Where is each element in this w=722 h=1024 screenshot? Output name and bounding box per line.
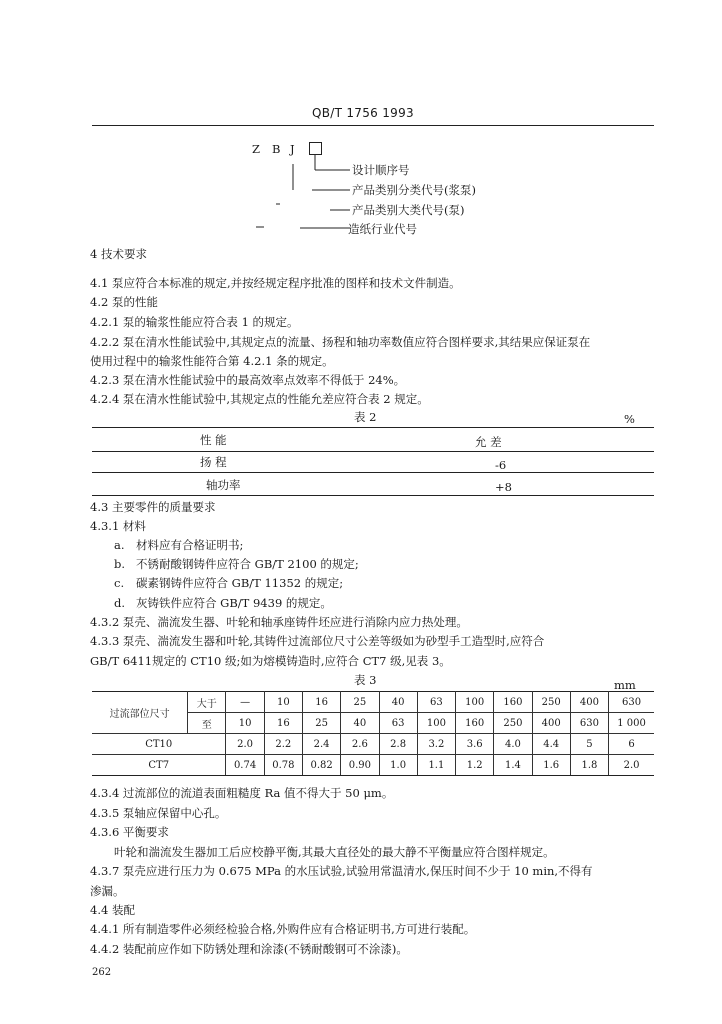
code-diagram-lines	[250, 152, 360, 232]
clause-4-2-1: 4.2.1 泵的输浆性能应符合表 1 的规定。	[90, 315, 299, 329]
table-3-ct10-cell: 4.4	[532, 734, 570, 755]
list-item-text-c: 碳素钢铸件应符合 GB/T 11352 的规定;	[136, 576, 344, 590]
table-3-ct7-cell: 0.82	[302, 755, 340, 776]
clause-4-3-3: 4.3.3 泵壳、湍流发生器和叶轮,其铸件过流部位尺寸公差等级如为砂型手工造型时,应符合	[90, 634, 545, 648]
table-3	[92, 691, 654, 776]
table-3-ct10-cell: 2.2	[264, 734, 302, 755]
label-design-sequence: 设计顺序号	[352, 163, 410, 177]
table-3-ct7-cell: 1.1	[417, 755, 455, 776]
page-number: 262	[92, 967, 112, 978]
table-3-from-cell: 100	[456, 692, 494, 713]
table-3-ct7-cell: 0.74	[226, 755, 264, 776]
clause-4-3-7: 4.3.7 泵壳应进行压力为 0.675 MPa 的水压试验,试验用常温清水,保压时间不少于 10 min,不得有	[90, 864, 593, 878]
label-product-class: 产品类别大类代号(泵)	[352, 203, 465, 217]
section-4-title: 4 技术要求	[90, 247, 147, 261]
table-3-from-cell: 63	[417, 692, 455, 713]
list-item-mark-a: a.	[114, 538, 125, 552]
header-rule	[92, 125, 654, 126]
clause-4-3-7-cont: 渗漏。	[90, 884, 125, 898]
code-letter-j: J	[290, 142, 295, 156]
clause-4-3-5: 4.3.5 泵轴应保留中心孔。	[90, 806, 227, 820]
list-item-mark-d: d.	[114, 596, 126, 610]
clause-4-3-1: 4.3.1 材料	[90, 519, 146, 533]
clause-4-1: 4.1 泵应符合本标准的规定,并按经规定程序批准的图样和技术文件制造。	[90, 276, 461, 290]
table-3-ct10-cell: 2.8	[379, 734, 417, 755]
table-3-to-label: 至	[188, 713, 226, 734]
table-3-from-cell: 250	[532, 692, 570, 713]
table-3-ct10-cell: 2.0	[226, 734, 264, 755]
clause-4-2-2-cont: 使用过程中的输浆性能符合第 4.2.1 条的规定。	[90, 354, 334, 368]
clause-4-4-1: 4.4.1 所有制造零件必须经检验合格,外购件应有合格证明书,方可进行装配。	[90, 922, 476, 936]
table-2-header-tolerance: 允 差	[475, 435, 502, 449]
table-3-to-cell: 160	[456, 713, 494, 734]
table-3-from-label: 大于	[188, 692, 226, 713]
table-3-ct7-cell: 0.90	[341, 755, 379, 776]
clause-4-3: 4.3 主要零件的质量要求	[90, 500, 216, 514]
table-3-from-cell: —	[226, 692, 264, 713]
clause-4-2-4: 4.2.4 泵在清水性能试验中,其规定点的性能允差应符合表 2 规定。	[90, 392, 429, 406]
table-3-ct7-cell: 1.4	[494, 755, 532, 776]
table-3-title: 表 3	[354, 673, 377, 687]
table-3-from-cell: 10	[264, 692, 302, 713]
table-3-to-cell: 63	[379, 713, 417, 734]
clause-4-2-3: 4.2.3 泵在清水性能试验中的最高效率点效率不得低于 24%。	[90, 373, 406, 387]
table-2-top-rule	[92, 427, 654, 428]
table-3-from-cell: 400	[570, 692, 608, 713]
table-3-ct7-cell: 1.6	[532, 755, 570, 776]
table-3-ct10-cell: 2.6	[341, 734, 379, 755]
table-3-ct7-cell: 0.78	[264, 755, 302, 776]
code-letter-z: Z	[252, 142, 260, 156]
table-3-ct10-cell: 3.2	[417, 734, 455, 755]
table-3-ct10-cell: 6	[609, 734, 654, 755]
clause-4-4-2: 4.4.2 装配前应作如下防锈处理和涂漆(不锈耐酸钢可不涂漆)。	[90, 942, 408, 956]
table-3-to-cell: 100	[417, 713, 455, 734]
standard-number: QB/T 1756 1993	[312, 106, 414, 120]
table-3-to-cell: 630	[570, 713, 608, 734]
label-industry-code: 造纸行业代号	[348, 222, 417, 236]
table-2-title: 表 2	[354, 410, 377, 424]
table-3-from-cell: 160	[494, 692, 532, 713]
table-3-from-cell: 16	[302, 692, 340, 713]
clause-4-4: 4.4 装配	[90, 903, 135, 917]
table-3-ct10-cell: 3.6	[456, 734, 494, 755]
code-letter-b: B	[272, 142, 281, 156]
table-3-from-cell: 25	[341, 692, 379, 713]
clause-4-3-6-body: 叶轮和湍流发生器加工后应校静平衡,其最大直径处的最大静不平衡量应符合图样规定。	[114, 845, 555, 859]
table-2-header-performance: 性 能	[200, 433, 227, 447]
table-3-ct7-cell: 1.8	[570, 755, 608, 776]
table-3-to-cell: 10	[226, 713, 264, 734]
table-3-ct10-cell: 4.0	[494, 734, 532, 755]
table-3-to-cell: 250	[494, 713, 532, 734]
clause-4-2: 4.2 泵的性能	[90, 295, 158, 309]
clause-4-3-4: 4.3.4 过流部位的流道表面粗糙度 Ra 值不得大于 50 μm。	[90, 786, 394, 800]
list-item-text-a: 材料应有合格证明书;	[136, 538, 244, 552]
table-3-row-ct10	[92, 734, 654, 755]
table-3-ct7-cell: 1.0	[379, 755, 417, 776]
list-item-text-d: 灰铸铁件应符合 GB/T 9439 的规定。	[136, 596, 332, 610]
table-3-group-label: 过流部位尺寸	[92, 692, 188, 734]
table-2-row-rule	[92, 472, 654, 473]
table-3-row-ct7	[92, 755, 654, 776]
table-3-ct10-cell: 5	[570, 734, 608, 755]
table-3-to-cell: 400	[532, 713, 570, 734]
table-2-row-power-label: 轴功率	[206, 478, 241, 492]
table-3-ct7-cell: 2.0	[609, 755, 654, 776]
table-3-unit: mm	[614, 678, 636, 692]
clause-4-2-2: 4.2.2 泵在清水性能试验中,其规定点的流量、扬程和轴功率数值应符合图样要求,其结果应保证泵在	[90, 335, 591, 349]
table-3-ct10-label: CT10	[92, 734, 226, 755]
table-3-from-cell: 630	[609, 692, 654, 713]
table-2-bottom-rule	[92, 495, 654, 496]
table-3-row-from	[92, 692, 654, 713]
table-3-to-cell: 1 000	[609, 713, 654, 734]
table-3-ct7-label: CT7	[92, 755, 226, 776]
clause-4-3-6: 4.3.6 平衡要求	[90, 825, 169, 839]
table-3-from-cell: 40	[379, 692, 417, 713]
table-3-to-cell: 25	[302, 713, 340, 734]
table-3-to-cell: 16	[264, 713, 302, 734]
list-item-text-b: 不锈耐酸钢铸件应符合 GB/T 2100 的规定;	[136, 557, 359, 571]
table-2-header-rule	[92, 451, 654, 452]
list-item-mark-b: b.	[114, 557, 126, 571]
label-product-subclass: 产品类别分类代号(浆泵)	[352, 183, 476, 197]
clause-4-3-2: 4.3.2 泵壳、湍流发生器、叶轮和轴承座铸件坯应进行消除内应力热处理。	[90, 615, 468, 629]
table-3-ct10-cell: 2.4	[302, 734, 340, 755]
table-2-row-power-value: +8	[495, 480, 512, 494]
table-3-ct7-cell: 1.2	[456, 755, 494, 776]
table-2-row-head-value: -6	[495, 458, 507, 472]
table-2-unit: %	[624, 412, 635, 426]
clause-4-3-3-cont: GB/T 6411规定的 CT10 级;如为熔模铸造时,应符合 CT7 级,见表 3。	[90, 654, 451, 668]
table-3-to-cell: 40	[341, 713, 379, 734]
list-item-mark-c: c.	[114, 576, 125, 590]
table-2-row-head-label: 扬 程	[200, 455, 227, 469]
